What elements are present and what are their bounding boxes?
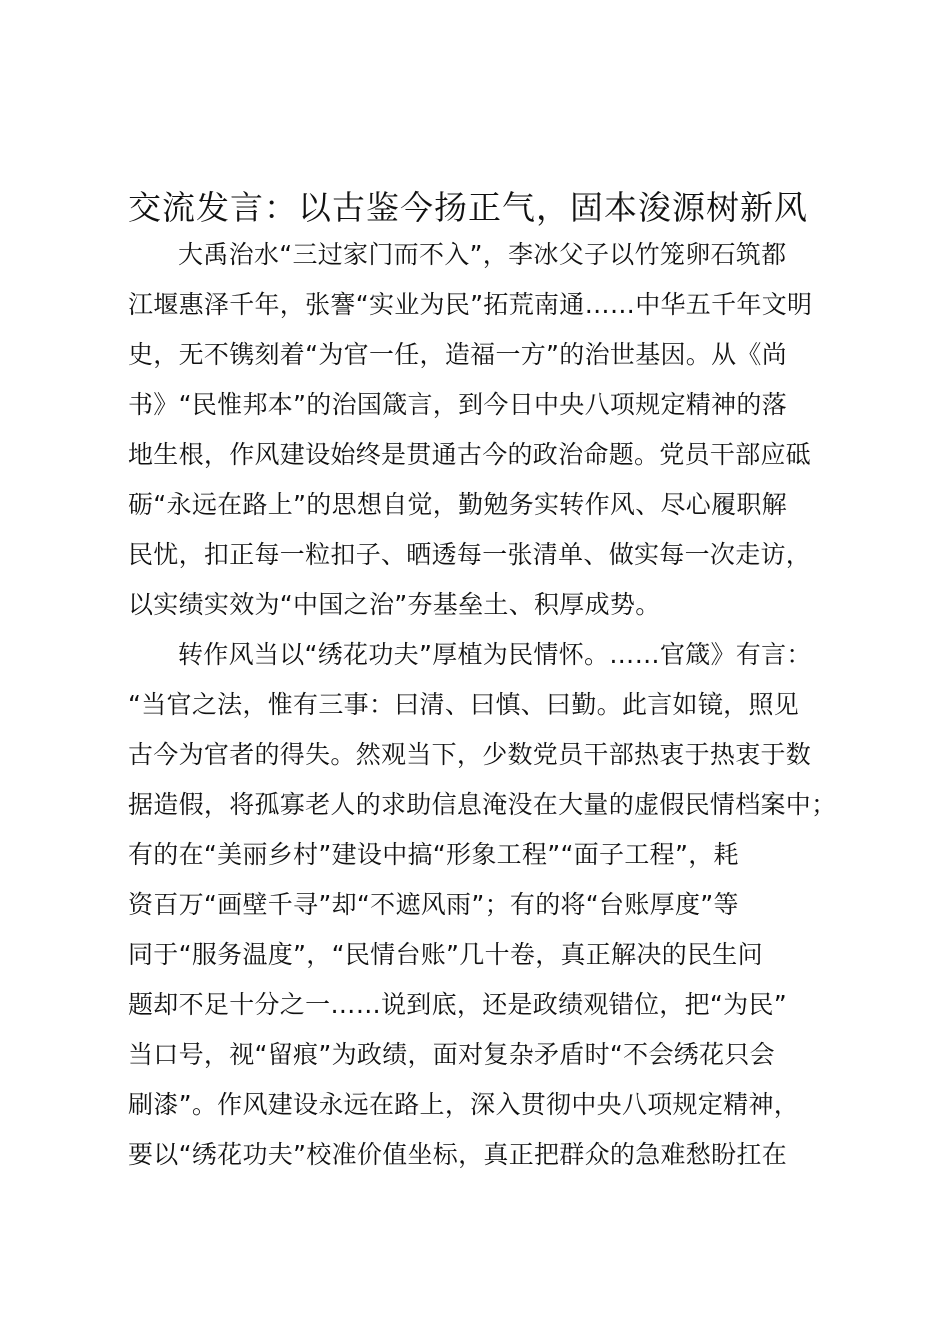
paragraph-2-line: 据造假，将孤寡老人的求助信息淹没在大量的虚假民情档案中；	[128, 790, 837, 819]
paragraph-1-line: 砺“永远在路上”的思想自觉，勤勉务实转作风、尽心履职解	[128, 490, 788, 519]
paragraph-1-line: 江堰惠泽千年，张謇“实业为民”拓荒南通……中华五千年文明	[128, 290, 813, 319]
paragraph-2-line: 当口号，视“留痕”为政绩，面对复杂矛盾时“不会绣花只会	[128, 1040, 775, 1069]
paragraph-1-line: 书》“民惟邦本”的治国箴言，到今日中央八项规定精神的落	[128, 390, 788, 419]
paragraph-1-line: 地生根，作风建设始终是贯通古今的政治命题。党员干部应砥	[128, 440, 812, 469]
paragraph-1-line: 大禹治水“三过家门而不入”，李冰父子以竹笼卵石筑都	[178, 240, 787, 269]
paragraph-2-line: 资百万“画壁千寻”却“不遮风雨”；有的将“台账厚度”等	[128, 890, 739, 919]
paragraph-2-line: 刷漆”。作风建设永远在路上，深入贯彻中央八项规定精神，	[128, 1090, 800, 1119]
paragraph-2-line: 同于“服务温度”，“民情台账”几十卷，真正解决的民生问	[128, 940, 763, 969]
paragraph-1-line: 民忧，扣正每一粒扣子、晒透每一张清单、做实每一次走访，	[128, 540, 812, 569]
paragraph-1-line: 以实绩实效为“中国之治”夯基垒土、积厚成势。	[128, 590, 661, 619]
paragraph-2-line: 有的在“美丽乡村”建设中搞“形象工程”“面子工程”，耗	[128, 840, 739, 869]
paragraph-2-line: “当官之法，惟有三事：曰清、曰慎、曰勤。此言如镜，照见	[128, 690, 800, 719]
paragraph-1-line: 史，无不镌刻着“为官一任，造福一方”的治世基因。从《尚	[128, 340, 788, 369]
paragraph-2-line: 古今为官者的得失。然观当下，少数党员干部热衷于热衷于数	[128, 740, 812, 769]
paragraph-2-line: 题却不足十分之一……说到底，还是政绩观错位，把“为民”	[128, 990, 788, 1019]
document-title: 交流发言：以古鉴今扬正气，固本浚源树新风	[128, 188, 808, 227]
paragraph-2-line: 转作风当以“绣花功夫”厚植为民情怀。……官箴》有言：	[178, 640, 812, 669]
paragraph-2-line: 要以“绣花功夫”校准价值坐标，真正把群众的急难愁盼扛在	[128, 1140, 788, 1169]
